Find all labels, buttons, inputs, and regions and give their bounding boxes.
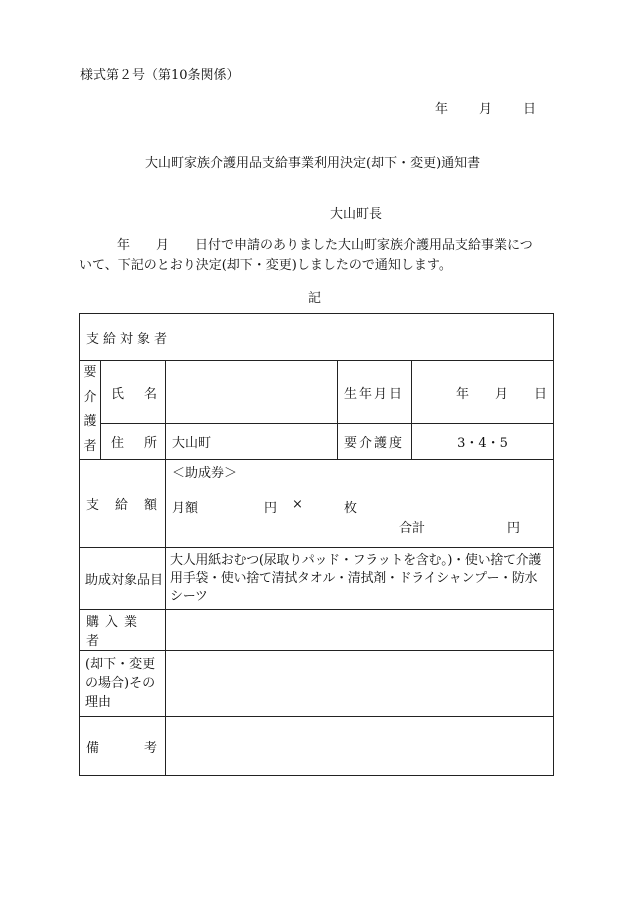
- address-value[interactable]: 大山町: [166, 424, 338, 460]
- name-label: 氏 名: [101, 361, 166, 424]
- care-level-value[interactable]: 3・4・5: [412, 424, 554, 460]
- birth-label: 生年月日: [338, 361, 412, 424]
- care-char-2: 介: [83, 389, 97, 405]
- date-year: 年: [435, 102, 449, 117]
- amount-label: 支 給 額: [80, 460, 166, 548]
- amount-cell[interactable]: [166, 460, 554, 548]
- birth-month: 月: [495, 386, 509, 402]
- care-char-4: 者: [83, 438, 97, 454]
- care-char-3: 護: [83, 414, 97, 430]
- form-table: [79, 313, 554, 776]
- times-symbol: ×: [292, 497, 303, 512]
- date-month: 月: [479, 102, 493, 117]
- care-level-label: 要介護度: [338, 424, 412, 460]
- ki-marker: 記: [308, 291, 322, 306]
- section-header-cell: [80, 314, 554, 361]
- form-number: 様式第２号（第10条関係）: [80, 68, 240, 83]
- total-label: 合計: [399, 521, 426, 536]
- remarks-label: 備 考: [80, 717, 166, 776]
- care-char-1: 要: [83, 365, 97, 381]
- body-text: [79, 236, 554, 276]
- body-line-1: 年 月 日付で申請のありました大山町家族介護用品支給事業につ: [117, 238, 533, 253]
- issuer: 大山町長: [330, 207, 383, 222]
- reason-input[interactable]: [166, 651, 554, 717]
- remarks-input[interactable]: [166, 717, 554, 776]
- items-label: 助成対象品目: [80, 548, 166, 610]
- items-value: 大人用紙おむつ(尿取りパッド・フラットを含む。)・使い捨て介護用手袋・使い捨て清拭タオル・清拭剤・ドライシャンプー・防水シーツ: [166, 548, 554, 610]
- name-input[interactable]: [166, 361, 338, 424]
- total-yen: 円: [507, 521, 521, 536]
- document-title: 大山町家族介護用品支給事業利用決定(却下・変更)通知書: [145, 156, 481, 171]
- care-recipient-label: [80, 361, 101, 460]
- voucher-label: ＜助成券＞: [172, 466, 238, 481]
- vendor-label: 購入業者: [80, 610, 166, 651]
- monthly-label: 月額: [172, 501, 199, 516]
- birth-year: 年: [456, 386, 470, 402]
- address-label: 住 所: [101, 424, 166, 460]
- reason-label: (却下・変更の場合)その理由: [80, 651, 166, 717]
- section-header: 支給対象者: [86, 331, 172, 347]
- monthly-yen: 円: [264, 501, 278, 516]
- vendor-input[interactable]: [166, 610, 554, 651]
- sheets-label: 枚: [344, 501, 358, 516]
- body-line-2: いて、下記のとおり決定(却下・変更)しましたので通知します。: [79, 258, 452, 273]
- date-day: 日: [523, 102, 537, 117]
- birth-value[interactable]: [412, 361, 554, 424]
- birth-day: 日: [534, 386, 548, 402]
- date-line: [435, 98, 536, 117]
